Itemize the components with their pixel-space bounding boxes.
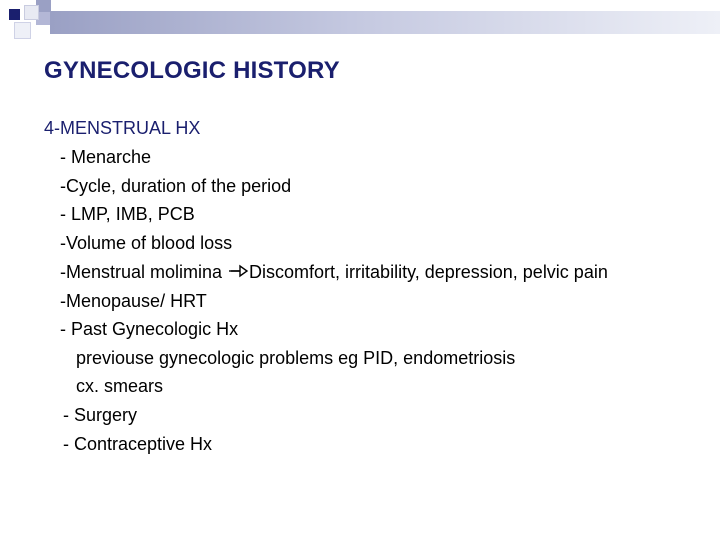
list-item: -Cycle, duration of the period [60, 176, 292, 196]
list-item-molimina [60, 258, 608, 286]
molimina-detail: Discomfort, irritability, depression, pelvic pain [249, 262, 608, 282]
header-decoration [0, 0, 720, 50]
list-item: - Past Gynecologic Hx [60, 319, 239, 339]
molimina-label: -Menstrual molimina [60, 262, 228, 282]
list-item: - Surgery [63, 405, 138, 425]
sub-list-item: previouse gynecologic problems eg PID, endometriosis [76, 348, 516, 368]
arrow-right-icon [227, 261, 249, 281]
list-item: - Contraceptive Hx [63, 434, 213, 454]
sub-list-item: cx. smears [76, 376, 164, 396]
list-item: - Menarche [60, 147, 152, 167]
list-item: - LMP, IMB, PCB [60, 204, 195, 224]
header-band [50, 11, 720, 34]
decor-square [14, 22, 31, 39]
decor-square [24, 5, 39, 20]
section-heading: 4-MENSTRUAL HX [44, 118, 201, 138]
decor-square [9, 9, 20, 20]
list-item: -Volume of blood loss [60, 233, 233, 253]
list-item: -Menopause/ HRT [60, 291, 207, 311]
slide-title: GYNECOLOGIC HISTORY [44, 57, 340, 84]
